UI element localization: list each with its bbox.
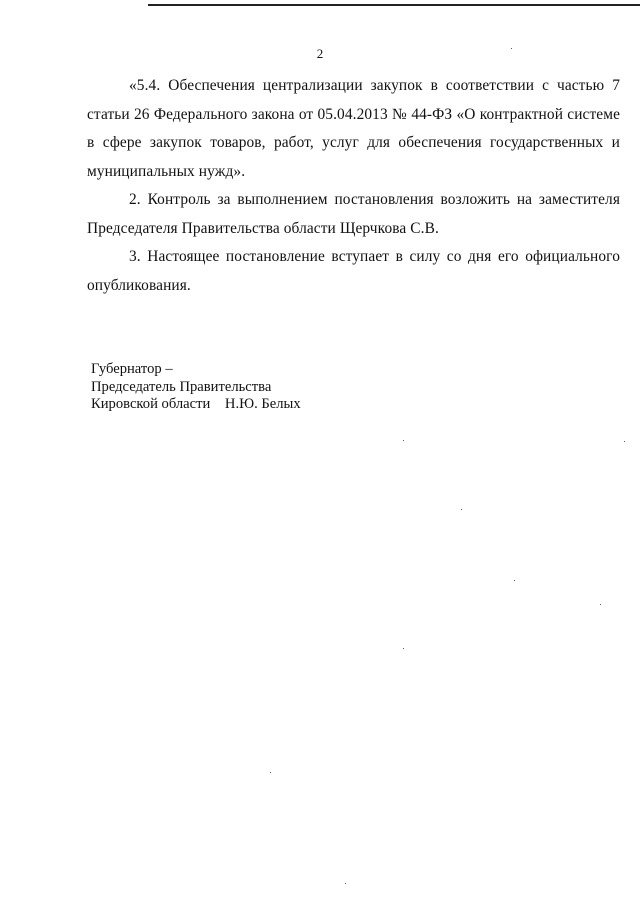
paragraph-effective-date: 3. Настоящее постановление вступает в силу со дня его официального опубликования. bbox=[87, 248, 620, 294]
signatory-name: Н.Ю. Белых bbox=[224, 396, 301, 412]
paragraph-clause-5-4: «5.4. Обеспечения централизации закупок в соответствии с частью 7 статьи 26 Федерального закона от 05.04.2013 № 44-ФЗ «О контрактной системе в сфере закупок товаров, работ, услуг для обеспечения государственных и муниципальных нужд». bbox=[87, 77, 620, 180]
scan-speck bbox=[403, 440, 404, 441]
signature-title-line-2: Председатель Правительства bbox=[91, 378, 272, 395]
scan-speck bbox=[600, 604, 601, 605]
document-body bbox=[87, 72, 620, 300]
signature-title-line-1: Губернатор – bbox=[91, 361, 173, 377]
scan-speck bbox=[403, 648, 404, 649]
scan-speck bbox=[270, 772, 271, 773]
paragraph-control: 2. Контроль за выполнением постановления возложить на заместителя Председателя Правительства области Щерчкова С.В. bbox=[87, 191, 620, 237]
scan-speck bbox=[461, 509, 462, 510]
scan-speck bbox=[624, 441, 625, 442]
signature-title-line-3 bbox=[91, 396, 301, 414]
signature-block bbox=[91, 361, 301, 414]
top-rule bbox=[148, 4, 640, 6]
signature-region: Кировской области bbox=[91, 396, 211, 412]
scan-speck bbox=[511, 48, 512, 49]
scan-speck bbox=[345, 883, 346, 884]
page-number: 2 bbox=[316, 46, 324, 61]
scan-speck bbox=[514, 580, 515, 581]
